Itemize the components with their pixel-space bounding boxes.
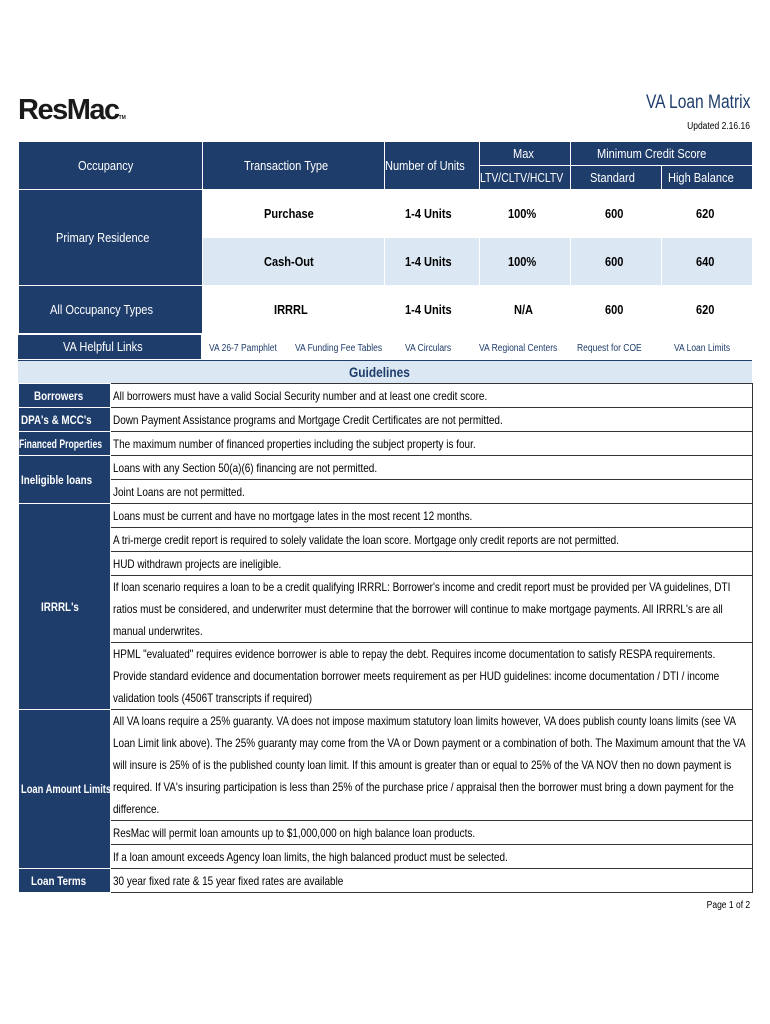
guidelines-heading: Guidelines — [18, 360, 752, 384]
guideline-text: Down Payment Assistance programs and Mortgage Credit Certificates are not permitted. — [111, 408, 753, 432]
guideline-text: If loan scenario requires a loan to be a credit qualifying IRRRL: Borrower's income and credit report must be provided per VA guidelines, DTI ratios must be considered, and underwriter must determine that the borrower will continue to make mortgage payments. All IRRRL's are all manual underwrites. — [111, 576, 753, 643]
helpful-links-row — [18, 335, 752, 359]
units-cell: 1-4 Units — [385, 238, 480, 286]
guideline-text: Joint Loans are not permitted. — [111, 480, 753, 504]
guideline-text: HPML "evaluated" requires evidence borrower is able to repay the debt. Requires income documentation to satisfy RESPA requirements. Provide standard evidence and documentation borrower meets requirement as per HUD guidelines: income documentation / DTI / income validation tools (4506T transcripts if required) — [111, 643, 753, 710]
label-dpa-mcc: DPA's & MCC's — [19, 408, 111, 432]
high-balance-score-cell: 620 — [662, 190, 753, 238]
units-cell: 1-4 Units — [385, 190, 480, 238]
transaction-cash-out: Cash-Out — [203, 238, 385, 286]
link-va-regional-centers[interactable]: VA Regional Centers — [479, 343, 558, 354]
standard-score-cell: 600 — [571, 286, 662, 334]
guideline-text: If a loan amount exceeds Agency loan limits, the high balanced product must be selected. — [111, 845, 753, 869]
guideline-text: A tri-merge credit report is required to solely validate the loan score. Mortgage only credit reports are not permitted. — [111, 528, 753, 552]
high-balance-score-cell: 620 — [662, 286, 753, 334]
label-ineligible-loans: Ineligible loans — [19, 456, 111, 504]
document-title: VA Loan Matrix — [645, 92, 750, 113]
high-balance-score-cell: 640 — [662, 238, 753, 286]
label-irrrls: IRRRL's — [19, 504, 111, 710]
helpful-links-label: VA Helpful Links — [18, 335, 201, 359]
resmac-logo: ResMacTM — [18, 94, 126, 126]
units-cell: 1-4 Units — [385, 286, 480, 334]
ltv-cell: 100% — [480, 238, 571, 286]
link-va-funding-fee-tables[interactable]: VA Funding Fee Tables — [295, 343, 383, 354]
label-loan-amount-limits: Loan Amount Limits — [19, 710, 111, 869]
guideline-text: All borrowers must have a valid Social Security number and at least one credit score. — [111, 384, 753, 408]
header-transaction-type: Transaction Type — [203, 142, 385, 190]
updated-date: Updated 2.16.16 — [687, 121, 750, 132]
guideline-text: ResMac will permit loan amounts up to $1,000,000 on high balance loan products. — [111, 821, 753, 845]
header-min-credit-score: Minimum Credit Score — [571, 142, 753, 166]
guidelines-table — [18, 383, 753, 893]
label-financed-properties: Financed Properties — [19, 432, 111, 456]
header-ltv: LTV/CLTV/HCLTV — [480, 166, 571, 190]
standard-score-cell: 600 — [571, 238, 662, 286]
standard-score-cell: 600 — [571, 190, 662, 238]
link-va-loan-limits[interactable]: VA Loan Limits — [673, 343, 730, 354]
header-occupancy: Occupancy — [19, 142, 203, 190]
guideline-text: Loans with any Section 50(a)(6) financing are not permitted. — [111, 456, 753, 480]
guideline-text: All VA loans require a 25% guaranty. VA does not impose maximum statutory loan limits however, VA does publish county loans limits (see VA Loan Limit link above). The 25% guaranty may come from the VA or Down payment or a combination of both. The Maximum amount that the VA will insure is 25% of is the published county loan limit. If this amount is greater than or equal to 25% of the VA NOV then no down payment is required. If VA's insuring participation is less than 25% of the purchase price / appraisal then the borrower must bring a down payment for the difference. — [111, 710, 753, 821]
link-va-26-7-pamphlet[interactable]: VA 26-7 Pamphlet — [209, 343, 277, 354]
occupancy-primary-residence: Primary Residence — [19, 190, 203, 286]
header-high-balance: High Balance — [662, 166, 753, 190]
guideline-text: Loans must be current and have no mortgage lates in the most recent 12 months. — [111, 504, 753, 528]
page-number: Page 1 of 2 — [706, 900, 750, 911]
header-max: Max — [480, 142, 571, 166]
guideline-text: 30 year fixed rate & 15 year fixed rates are available — [111, 869, 753, 893]
loan-matrix-table — [18, 141, 753, 334]
transaction-purchase: Purchase — [203, 190, 385, 238]
link-va-circulars[interactable]: VA Circulars — [404, 343, 451, 354]
guideline-text: HUD withdrawn projects are ineligible. — [111, 552, 753, 576]
transaction-irrrl: IRRRL — [203, 286, 385, 334]
ltv-cell: N/A — [480, 286, 571, 334]
guideline-text: The maximum number of financed properties including the subject property is four. — [111, 432, 753, 456]
label-loan-terms: Loan Terms — [19, 869, 111, 893]
ltv-cell: 100% — [480, 190, 571, 238]
link-request-for-coe[interactable]: Request for COE — [577, 343, 643, 354]
occupancy-all-types: All Occupancy Types — [19, 286, 203, 334]
label-borrowers: Borrowers — [19, 384, 111, 408]
header-standard: Standard — [571, 166, 662, 190]
header-number-of-units: Number of Units — [385, 142, 480, 190]
